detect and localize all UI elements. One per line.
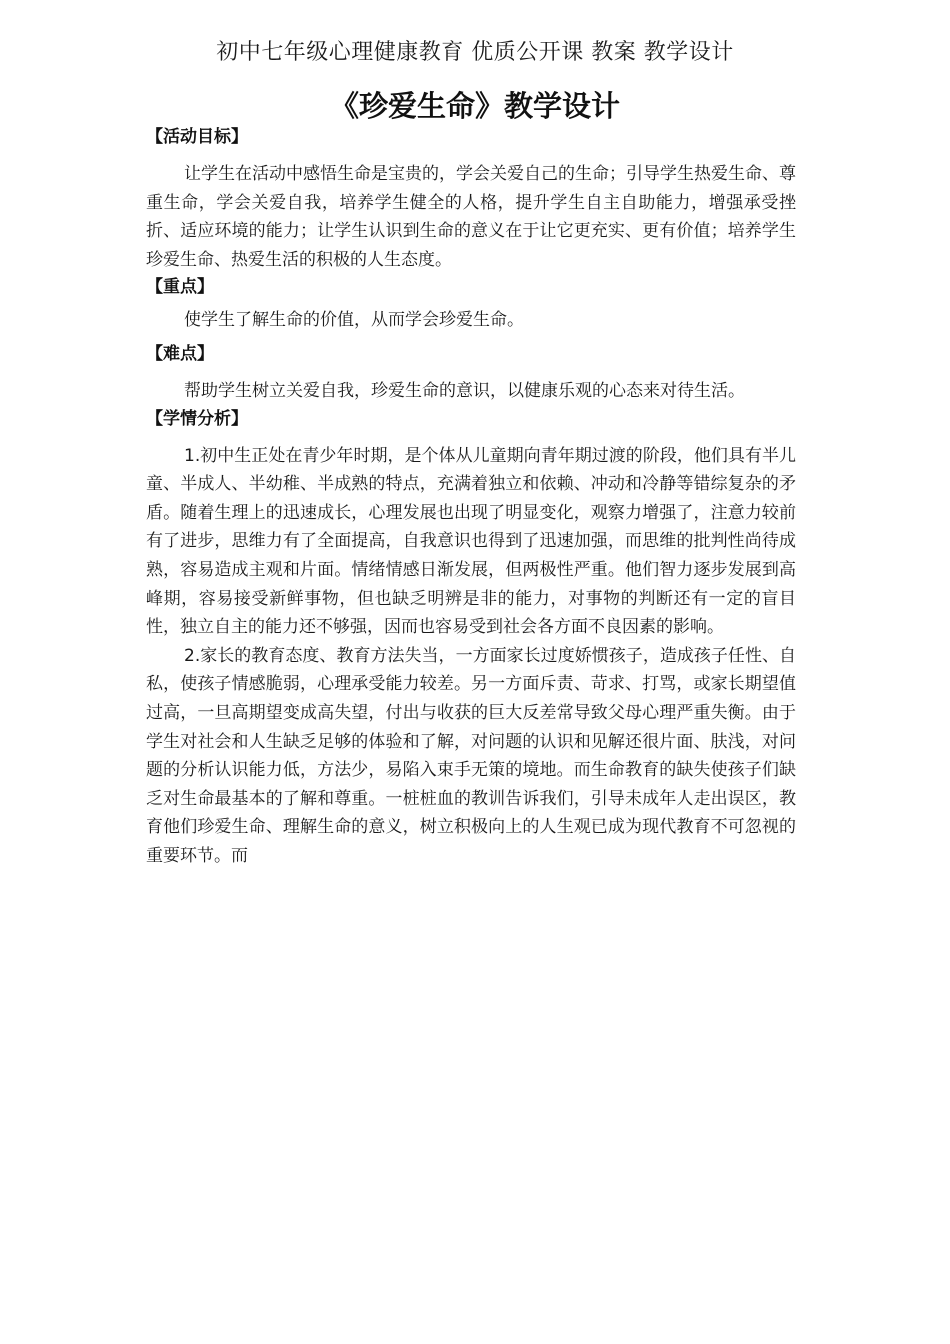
analysis-paragraph-1: 1.初中生正处在青少年时期，是个体从儿童期向青年期过渡的阶段，他们具有半儿童、半成人、半幼稚、半成熟的特点，充满着独立和依赖、冲动和冷静等错综复杂的矛盾。随着生理上的迅速成长，心理发展也出现了明显变化，观察力增强了，注意力较前有了进步，思维力有了全面提高，自我意识也得到了迅速加强，而思维的批判性尚待成熟，容易造成主观和片面。情绪情感日渐发展，但两极性严重。他们智力逐步发展到高峰期，容易接受新鲜事物，但也缺乏明辨是非的能力，对事物的判断还有一定的盲目性，独立自主的能力还不够强，因而也容易受到社会各方面不良因素的影响。 (146, 445, 796, 638)
goals-paragraph: 让学生在活动中感悟生命是宝贵的，学会关爱自己的生命；引导学生热爱生命、尊重生命，学会关爱自我，培养学生健全的人格，提升学生自主自助能力，增强承受挫折、适应环境的能力；让学生认识到生命的意义在于让它更充实、更有价值；培养学生珍爱生命、热爱生活的积极的人生态度。 (146, 164, 796, 270)
section-heading-key-point: 【重点】 (146, 277, 214, 298)
document-header: 初中七年级心理健康教育 优质公开课 教案 教学设计 (216, 40, 734, 65)
document-body (146, 124, 796, 870)
difficulty-paragraph: 帮助学生树立关爱自我，珍爱生命的意识，以健康乐观的心态来对待生活。 (184, 380, 745, 401)
document-title: 《珍爱生命》教学设计 (329, 89, 620, 123)
key-point-paragraph: 使学生了解生命的价值，从而学会珍爱生命。 (184, 310, 524, 331)
section-heading-difficulty: 【难点】 (146, 343, 214, 364)
analysis-paragraph-2: 2.家长的教育态度、教育方法失当，一方面家长过度娇惯孩子，造成孩子任性、自私，使孩子情感脆弱，心理承受能力较差。另一方面斥责、苛求、打骂，或家长期望值过高，一旦高期望变成高失望，付出与收获的巨大反差常导致父母心理严重失衡。由于学生对社会和人生缺乏足够的体验和了解，对问题的认识和见解还很片面、肤浅，对问题的分析认识能力低，方法少，易陷入束手无策的境地。而生命教育的缺失使孩子们缺乏对生命最基本的了解和尊重。一桩桩血的教训告诉我们，引导未成年人走出误区，教育他们珍爱生命、理解生命的意义，树立积极向上的人生观已成为现代教育不可忽视的重要环节。而 (146, 645, 796, 866)
section-heading-analysis: 【学情分析】 (146, 408, 248, 429)
section-heading-goals: 【活动目标】 (146, 127, 248, 147)
